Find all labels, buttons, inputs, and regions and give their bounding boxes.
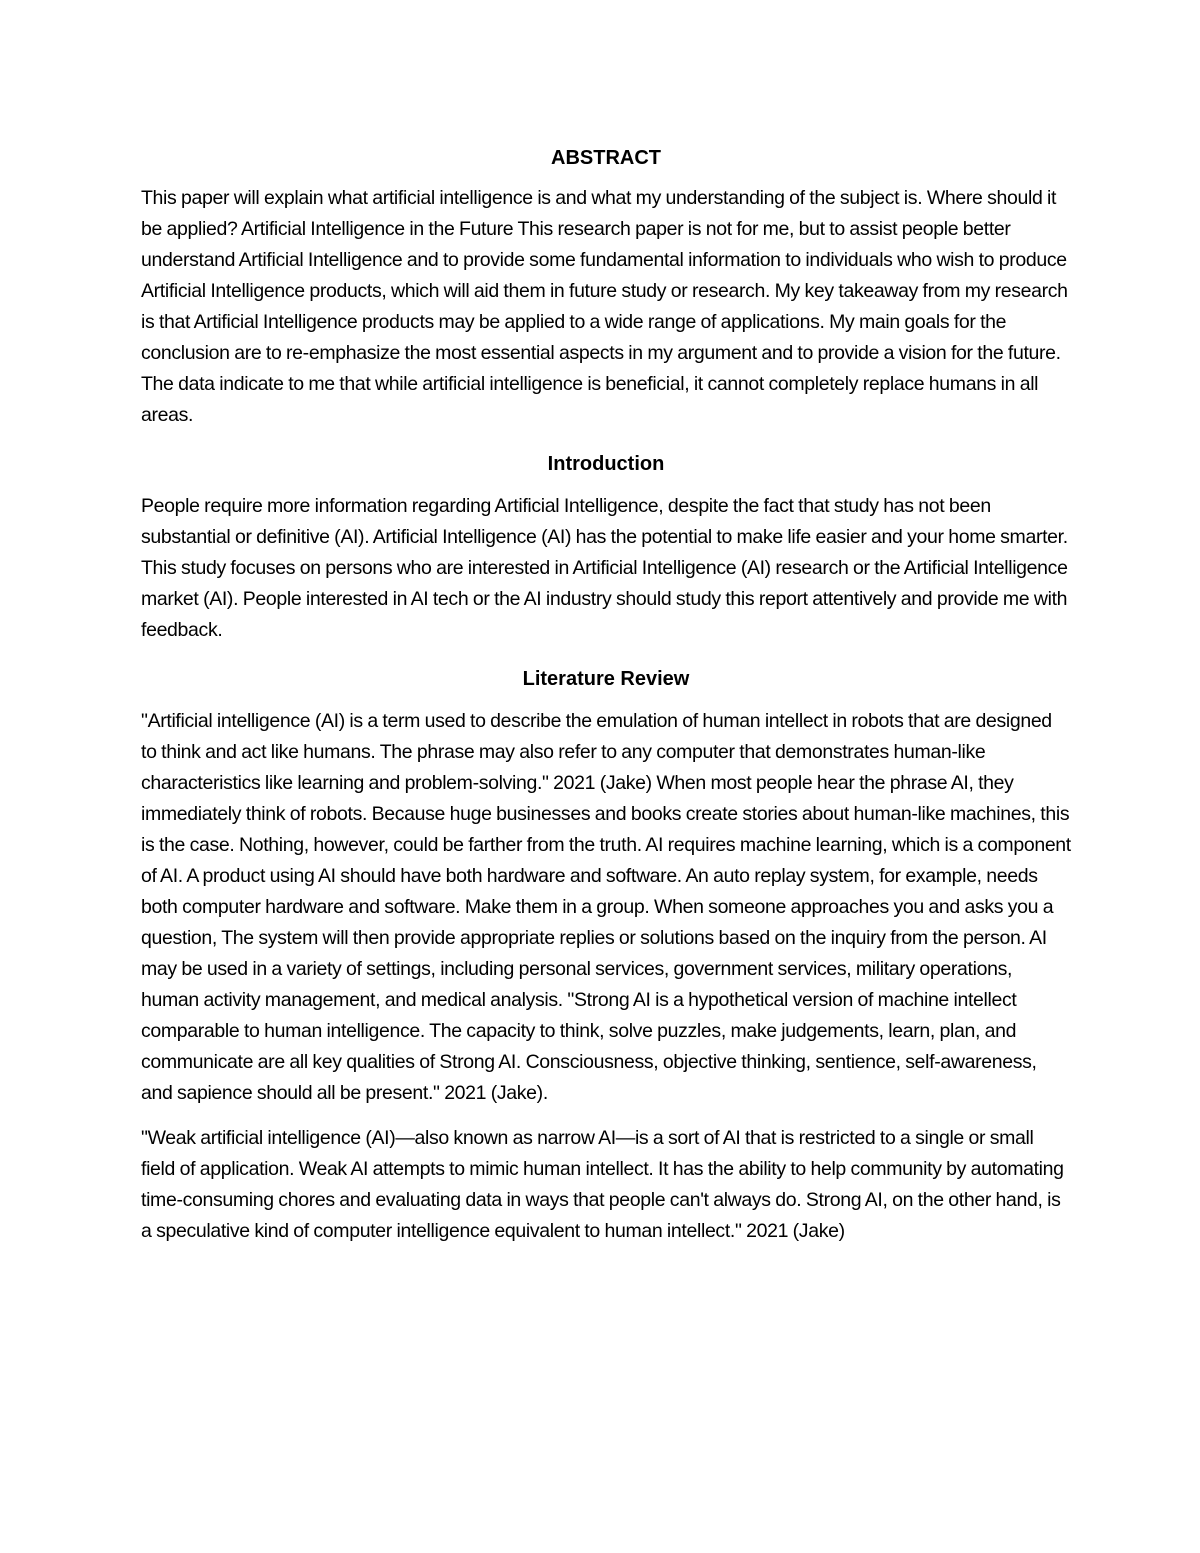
abstract-heading: ABSTRACT <box>551 147 661 169</box>
literature-review-heading: Literature Review <box>522 668 690 690</box>
literature-review-paragraph-2: "Weak artificial intelligence (AI)—also known as narrow AI—is a sort of AI that is restricted to a single or small field of application. Weak AI attempts to mimic human intellect. It has the ability to help community by automating time-consuming chores and evaluating data in ways that people can't always do. Strong AI, on the other hand, is a speculative kind of computer intelligence equivalent to human intellect." 2021 (Jake) <box>141 1127 1064 1242</box>
document-page <box>141 143 1071 1247</box>
literature-review-paragraph-1: "Artificial intelligence (AI) is a term used to describe the emulation of human intellect in robots that are designed to think and act like humans. The phrase may also refer to any computer that demonstrates human-like characteristics like learning and problem-solving." 2021 (Jake) When most people hear the phrase AI, they immediately think of robots. Because huge businesses and books create stories about human-like machines, this is the case. Nothing, however, could be farther from the truth. AI requires machine learning, which is a component of AI. A product using AI should have both hardware and software. An auto replay system, for example, needs both computer hardware and software. Make them in a group. When someone approaches you and asks you a question, The system will then provide appropriate replies or solutions based on the inquiry from the person. AI may be used in a variety of settings, including personal services, government services, military operations, human activity management, and medical analysis. "Strong AI is a hypothetical version of machine intellect comparable to human intelligence. The capacity to think, solve puzzles, make judgements, learn, plan, and communicate are all key qualities of Strong AI. Consciousness, objective thinking, sentience, self-awareness, and sapience should all be present." 2021 (Jake). <box>141 710 1071 1104</box>
introduction-heading: Introduction <box>547 453 665 475</box>
introduction-paragraph: People require more information regarding Artificial Intelligence, despite the fact that study has not been substantial or definitive (AI). Artificial Intelligence (AI) has the potential to make life easier and your home smarter. This study focuses on persons who are interested in Artificial Intelligence (AI) research or the Artificial Intelligence market (AI). People interested in AI tech or the AI industry should study this report attentively and provide me with feedback. <box>141 495 1068 641</box>
abstract-paragraph: This paper will explain what artificial intelligence is and what my understanding of the subject is. Where should it be applied? Artificial Intelligence in the Future This research paper is not for me, but to assist people better understand Artificial Intelligence and to provide some fundamental information to individuals who wish to produce Artificial Intelligence products, which will aid them in future study or research. My key takeaway from my research is that Artificial Intelligence products may be applied to a wide range of applications. My main goals for the conclusion are to re-emphasize the most essential aspects in my argument and to provide a vision for the future. The data indicate to me that while artificial intelligence is beneficial, it cannot completely replace humans in all areas. <box>141 187 1068 426</box>
